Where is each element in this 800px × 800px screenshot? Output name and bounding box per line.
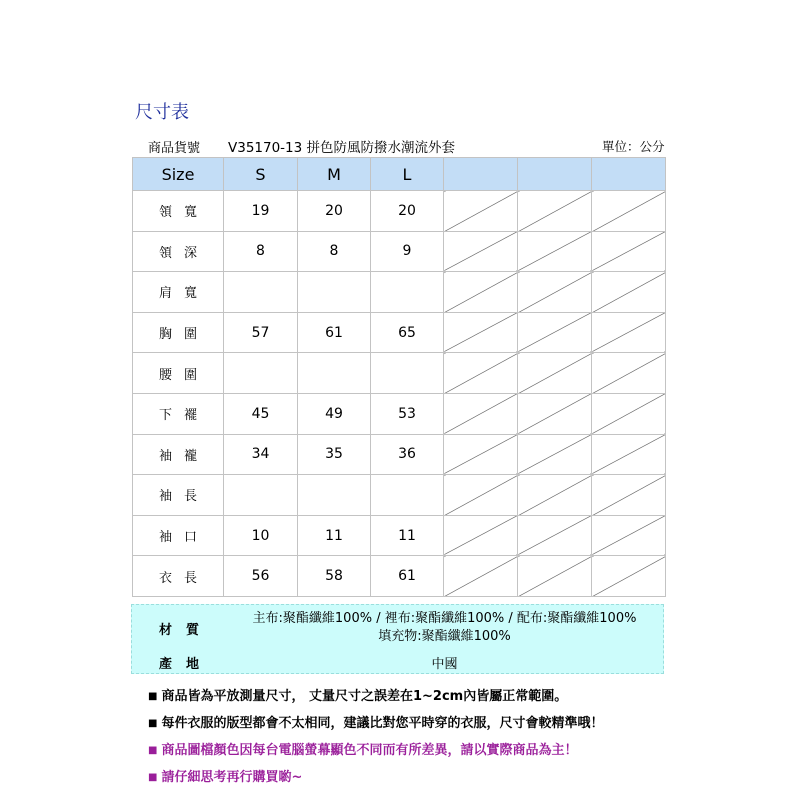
empty-diagonal-cell [444, 312, 518, 353]
empty-diagonal-cell [518, 353, 592, 394]
material-fabric-text: 主布:聚酯纖維100% / 裡布:聚酯纖維100% / 配布:聚酯纖維100% [252, 611, 637, 626]
empty-diagonal-cell [444, 231, 518, 272]
note-text: 請仔細思考再行購買喲~ [161, 770, 303, 785]
size-table-header [133, 158, 666, 191]
origin-value: 中國 [431, 657, 458, 672]
empty-diagonal-cell [518, 515, 592, 556]
note-text: 每件衣服的版型都會不太相同，建議比對您平時穿的衣服，尺寸會較精準哦！ [161, 716, 604, 731]
header-cell-size: Size [133, 158, 224, 191]
row-label: 肩寬 [133, 272, 224, 313]
cell-m: 20 [298, 191, 371, 232]
empty-diagonal-cell [592, 393, 666, 434]
cell-s: 19 [224, 191, 298, 232]
table-row [133, 231, 666, 272]
note-color [148, 739, 577, 758]
table-row [133, 515, 666, 556]
cell-l: 20 [371, 191, 444, 232]
product-code-value: V35170-13 拼色防風防撥水潮流外套 [228, 140, 456, 156]
header-cell-empty [444, 158, 518, 191]
header-cell-m: M [298, 158, 371, 191]
row-label: 袖長 [133, 475, 224, 516]
empty-diagonal-cell [518, 393, 592, 434]
row-label: 領寬 [133, 191, 224, 232]
empty-diagonal-cell [518, 434, 592, 475]
empty-diagonal-cell [444, 393, 518, 434]
table-row [133, 434, 666, 475]
note-fit [148, 712, 603, 731]
cell-s [224, 353, 298, 394]
cell-m: 49 [298, 393, 371, 434]
empty-diagonal-cell [444, 353, 518, 394]
material-label: 材質 [159, 623, 214, 638]
empty-diagonal-cell [592, 434, 666, 475]
cell-s: 10 [224, 515, 298, 556]
table-row [133, 191, 666, 232]
cell-m [298, 475, 371, 516]
row-label: 胸圍 [133, 312, 224, 353]
empty-diagonal-cell [592, 312, 666, 353]
cell-s [224, 272, 298, 313]
cell-l: 36 [371, 434, 444, 475]
cell-l [371, 272, 444, 313]
cell-l [371, 475, 444, 516]
empty-diagonal-cell [592, 231, 666, 272]
note-measurement [148, 685, 567, 704]
empty-diagonal-cell [444, 515, 518, 556]
square-bullet-icon: ■ [148, 691, 158, 702]
square-bullet-icon: ■ [148, 718, 158, 729]
material-filling-text: 填充物:聚酯纖維100% [378, 629, 511, 644]
material-section [131, 604, 664, 674]
cell-s: 34 [224, 434, 298, 475]
table-row [133, 353, 666, 394]
table-row [133, 393, 666, 434]
cell-l: 9 [371, 231, 444, 272]
cell-s: 57 [224, 312, 298, 353]
cell-m: 8 [298, 231, 371, 272]
cell-m [298, 353, 371, 394]
empty-diagonal-cell [592, 475, 666, 516]
table-row [133, 475, 666, 516]
empty-diagonal-cell [518, 231, 592, 272]
header-cell-empty [518, 158, 592, 191]
header-cell-s: S [224, 158, 298, 191]
header-cell-l: L [371, 158, 444, 191]
empty-diagonal-cell [518, 191, 592, 232]
empty-diagonal-cell [592, 515, 666, 556]
empty-diagonal-cell [518, 556, 592, 597]
size-table [132, 157, 666, 597]
note-text: 商品圖檔顏色因每台電腦螢幕顯色不同而有所差異，請以實際商品為主！ [161, 743, 578, 758]
empty-diagonal-cell [518, 272, 592, 313]
table-row [133, 272, 666, 313]
cell-l: 61 [371, 556, 444, 597]
empty-diagonal-cell [444, 434, 518, 475]
unit-label: 單位：公分 [602, 139, 665, 154]
row-label: 衣長 [133, 556, 224, 597]
note-text: 商品皆為平放測量尺寸， 丈量尺寸之誤差在1~2cm內皆屬正常範圍。 [161, 689, 568, 704]
header-cell-empty [592, 158, 666, 191]
row-label: 袖口 [133, 515, 224, 556]
page-title: 尺寸表 [135, 102, 189, 123]
row-label: 下襬 [133, 393, 224, 434]
cell-m: 58 [298, 556, 371, 597]
empty-diagonal-cell [592, 353, 666, 394]
origin-label: 產地 [159, 657, 214, 672]
empty-diagonal-cell [592, 191, 666, 232]
empty-diagonal-cell [444, 475, 518, 516]
product-code-label: 商品貨號 [148, 141, 201, 156]
empty-diagonal-cell [444, 191, 518, 232]
table-row [133, 312, 666, 353]
cell-s: 45 [224, 393, 298, 434]
square-bullet-icon: ■ [148, 772, 158, 783]
empty-diagonal-cell [518, 475, 592, 516]
cell-m: 35 [298, 434, 371, 475]
row-label: 領深 [133, 231, 224, 272]
cell-l: 65 [371, 312, 444, 353]
row-label: 腰圍 [133, 353, 224, 394]
empty-diagonal-cell [518, 312, 592, 353]
cell-s: 56 [224, 556, 298, 597]
cell-l [371, 353, 444, 394]
empty-diagonal-cell [592, 272, 666, 313]
cell-s: 8 [224, 231, 298, 272]
empty-diagonal-cell [444, 272, 518, 313]
cell-m: 11 [298, 515, 371, 556]
cell-s [224, 475, 298, 516]
cell-l: 11 [371, 515, 444, 556]
square-bullet-icon: ■ [148, 745, 158, 756]
note-consider [148, 766, 302, 785]
empty-diagonal-cell [444, 556, 518, 597]
cell-l: 53 [371, 393, 444, 434]
cell-m [298, 272, 371, 313]
row-label: 袖襱 [133, 434, 224, 475]
table-row [133, 556, 666, 597]
empty-diagonal-cell [592, 556, 666, 597]
cell-m: 61 [298, 312, 371, 353]
